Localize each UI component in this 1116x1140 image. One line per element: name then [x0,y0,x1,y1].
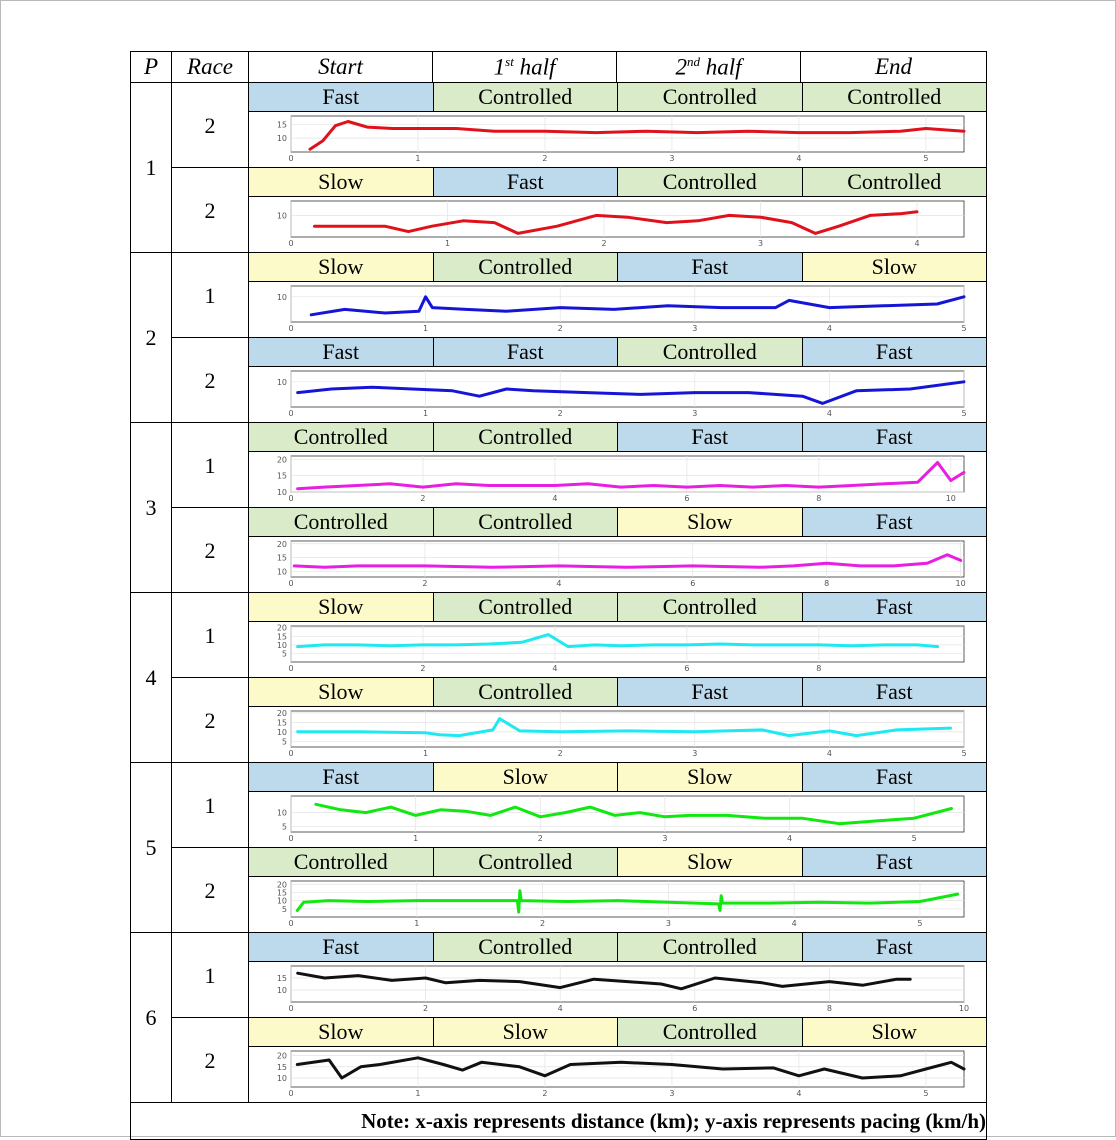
x-tick-label: 8 [816,664,822,673]
race-number: 1 [204,963,216,988]
phase-label: Fast [249,933,434,961]
phase-label: Slow [434,763,619,791]
y-tick-label: 20 [276,539,287,549]
race-number: 1 [204,623,216,648]
x-tick-label: 4 [786,834,793,843]
pacing-chart-svg [249,877,986,932]
x-tick-label: 1 [444,239,451,248]
header-second-half [617,52,801,83]
pacing-cell [249,678,987,763]
phase-label: Fast [803,933,987,961]
x-tick-label: 1 [414,919,420,928]
phase-label: Slow [249,678,434,706]
phase-label: Slow [434,1018,619,1046]
race-number: 1 [204,793,216,818]
header-race: Race [172,52,249,83]
race-cell [172,508,249,593]
pacing-cell [249,593,987,678]
phase-label: Slow [249,593,434,621]
phase-label: Fast [249,763,434,791]
pacing-cell [249,848,987,933]
x-tick-label: 10 [958,1004,970,1013]
x-tick-label: 4 [552,664,558,673]
second-half-sup: nd [686,53,700,69]
pacing-chart-svg [249,452,986,507]
phase-label: Slow [618,763,803,791]
participant-cell: 5 [131,763,172,933]
phase-label: Controlled [434,253,619,281]
table-row [131,593,987,678]
y-tick-label: 20 [276,1051,287,1061]
y-tick-label: 20 [276,455,287,465]
phase-label: Controlled [803,168,987,196]
x-tick-label: 5 [961,409,967,418]
table-row [131,168,987,253]
plot-frame [291,116,964,152]
y-tick-label: 20 [276,880,287,890]
first-half-word: half [513,54,556,80]
race-cell [172,338,249,423]
phase-label: Controlled [434,593,619,621]
y-tick-label: 10 [276,1074,287,1083]
x-tick-label: 3 [662,834,668,843]
pacing-cell [249,933,987,1018]
x-tick-label: 6 [684,494,690,503]
x-tick-label: 4 [826,324,832,333]
x-tick-label: 2 [540,919,546,928]
header-first-half [433,52,617,83]
race-number: 2 [204,198,216,223]
phase-labels [249,423,986,452]
phase-label: Slow [803,1018,987,1046]
phase-labels [249,338,986,367]
phase-label: Controlled [434,508,619,536]
x-tick-label: 4 [826,409,832,418]
x-tick-label: 6 [690,579,696,588]
y-tick-label: 15 [276,553,287,563]
pacing-cell [249,338,987,423]
x-tick-label: 1 [415,1089,421,1098]
table-row [131,763,987,848]
header-p: P [131,52,172,83]
phase-label: Fast [803,508,987,536]
x-tick-label: 5 [923,1089,929,1098]
table-row [131,678,987,763]
x-tick-label: 2 [557,409,563,418]
phase-label: Slow [249,1018,434,1046]
x-tick-label: 2 [420,664,426,673]
y-tick-label: 15 [276,974,287,983]
phase-labels [249,933,986,962]
x-tick-label: 4 [557,1004,563,1013]
pacing-chart-svg [249,1047,986,1102]
phase-label: Controlled [618,933,803,961]
phase-label: Slow [249,253,434,281]
phase-label: Controlled [434,83,619,111]
table-row [131,83,987,168]
table-row [131,848,987,933]
race-cell [172,168,249,253]
note-row [131,1103,987,1140]
pacing-chart-svg [249,537,986,592]
phase-labels [249,763,986,792]
header-row [131,52,987,83]
y-tick-label: 10 [276,134,287,144]
pacing-chart [249,282,986,337]
y-tick-label: 10 [276,640,287,650]
y-tick-label: 10 [276,211,287,221]
phase-label: Fast [803,593,987,621]
phase-label: Fast [803,848,987,876]
y-tick-label: 10 [276,727,287,737]
x-tick-label: 4 [556,579,562,588]
x-tick-label: 4 [914,239,920,248]
y-tick-label: 5 [281,737,287,747]
y-tick-label: 20 [276,708,287,718]
x-tick-label: 1 [423,409,429,418]
pacing-table [130,51,987,1140]
y-tick-label: 10 [276,567,287,577]
phase-labels [249,83,986,112]
x-tick-label: 4 [552,494,558,503]
phase-label: Fast [618,253,803,281]
participant-cell: 1 [131,83,172,253]
phase-label: Controlled [618,1018,803,1046]
phase-label: Controlled [803,83,987,111]
pacing-chart [249,452,986,507]
x-tick-label: 10 [945,494,956,503]
first-half-num: 1 [493,54,506,80]
pacing-chart [249,112,986,167]
pacing-chart-svg [249,707,986,762]
race-number: 2 [204,538,216,563]
x-tick-label: 5 [917,919,923,928]
table-body [131,83,987,1103]
table-row [131,423,987,508]
participant-cell: 6 [131,933,172,1103]
participant-cell: 4 [131,593,172,763]
x-tick-label: 0 [288,154,294,163]
x-tick-label: 3 [692,749,698,758]
pacing-cell [249,253,987,338]
y-tick-label: 10 [276,896,287,906]
header-end: End [801,52,987,83]
table-row [131,253,987,338]
y-tick-label: 15 [276,632,287,642]
pacing-chart-svg [249,622,986,677]
x-tick-label: 2 [557,749,563,758]
phase-label: Controlled [618,168,803,196]
pacing-chart [249,622,986,677]
pacing-chart-svg [249,367,986,422]
race-cell [172,678,249,763]
pacing-cell [249,423,987,508]
x-tick-label: 10 [955,579,966,588]
x-tick-label: 3 [692,324,698,333]
x-tick-label: 1 [423,324,429,333]
phase-label: Fast [803,338,987,366]
table-row [131,338,987,423]
race-number: 2 [204,708,216,733]
x-tick-label: 2 [601,239,607,248]
race-cell [172,1018,249,1103]
x-tick-label: 3 [669,1089,675,1098]
x-tick-label: 2 [557,324,563,333]
x-tick-label: 1 [413,834,419,843]
race-cell [172,933,249,1018]
pacing-chart [249,707,986,762]
x-tick-label: 0 [288,1089,294,1098]
participant-cell: 2 [131,253,172,423]
phase-label: Controlled [434,933,619,961]
race-cell [172,848,249,933]
pacing-chart [249,1047,986,1102]
x-tick-label: 6 [692,1004,698,1013]
pacing-chart [249,197,986,252]
x-tick-label: 0 [288,494,294,503]
x-tick-label: 3 [692,409,698,418]
phase-label: Controlled [249,423,434,451]
race-number: 1 [204,283,216,308]
y-tick-label: 10 [276,488,287,497]
phase-label: Fast [434,168,619,196]
y-tick-label: 5 [281,904,287,914]
phase-label: Fast [249,338,434,366]
plot-frame [291,286,964,322]
x-tick-label: 2 [422,579,428,588]
x-tick-label: 5 [961,749,967,758]
x-tick-label: 6 [684,664,690,673]
pacing-chart-svg [249,197,986,252]
phase-label: Controlled [434,423,619,451]
race-number: 2 [204,1048,216,1073]
y-tick-label: 5 [281,822,287,832]
y-tick-label: 5 [281,649,287,659]
plot-frame [291,881,964,917]
phase-label: Slow [249,168,434,196]
pacing-chart [249,877,986,932]
table-row [131,1018,987,1103]
race-cell [172,83,249,168]
race-number: 1 [204,453,216,478]
pacing-chart [249,367,986,422]
phase-label: Fast [803,763,987,791]
phase-label: Fast [618,678,803,706]
x-tick-label: 0 [288,749,294,758]
y-tick-label: 15 [276,1062,287,1072]
table-row [131,508,987,593]
race-cell [172,593,249,678]
phase-label: Controlled [618,593,803,621]
x-tick-label: 3 [757,239,764,248]
pacing-cell [249,168,987,253]
race-cell [172,423,249,508]
y-tick-label: 15 [276,888,287,898]
pacing-cell [249,508,987,593]
x-tick-label: 2 [542,154,548,163]
note-text: Note: x-axis represents distance (km); y-axis represents pacing (km/h) [131,1103,987,1140]
x-tick-label: 5 [923,154,929,163]
y-tick-label: 10 [276,808,287,818]
phase-label: Fast [803,423,987,451]
x-tick-label: 0 [288,919,294,928]
phase-label: Controlled [434,678,619,706]
header-start: Start [249,52,433,83]
y-tick-label: 10 [276,986,287,995]
x-tick-label: 8 [824,579,830,588]
y-tick-label: 10 [276,377,287,387]
phase-label: Slow [618,848,803,876]
x-tick-label: 4 [796,154,802,163]
x-tick-label: 2 [537,834,543,843]
y-tick-label: 20 [276,623,287,633]
x-tick-label: 4 [791,919,797,928]
pacing-chart [249,537,986,592]
x-tick-label: 1 [423,749,429,758]
x-tick-label: 0 [288,1004,294,1013]
y-tick-label: 15 [276,120,287,130]
first-half-sup: st [505,53,514,69]
x-tick-label: 8 [816,494,822,503]
x-tick-label: 1 [415,154,421,163]
pacing-chart [249,962,986,1017]
x-tick-label: 2 [423,1004,429,1013]
x-tick-label: 5 [911,834,917,843]
pacing-chart-svg [249,112,986,167]
x-tick-label: 8 [826,1004,832,1013]
x-tick-label: 0 [288,239,294,248]
phase-label: Controlled [434,848,619,876]
pacing-cell [249,763,987,848]
x-tick-label: 2 [542,1089,548,1098]
phase-labels [249,168,986,197]
phase-label: Fast [249,83,434,111]
x-tick-label: 0 [288,834,294,843]
x-tick-label: 4 [796,1089,802,1098]
pacing-cell [249,1018,987,1103]
x-tick-label: 0 [288,324,294,333]
phase-labels [249,508,986,537]
phase-label: Fast [803,678,987,706]
race-number: 2 [204,368,216,393]
y-tick-label: 10 [276,292,287,302]
phase-labels [249,1018,986,1047]
x-tick-label: 0 [288,579,294,588]
second-half-num: 2 [675,54,687,80]
y-tick-label: 15 [276,471,287,481]
x-tick-label: 3 [665,919,671,928]
x-tick-label: 0 [288,409,294,418]
plot-frame [291,1051,964,1087]
phase-label: Controlled [249,508,434,536]
x-tick-label: 4 [826,749,832,758]
phase-labels [249,253,986,282]
race-number: 2 [204,113,216,138]
participant-cell: 3 [131,423,172,593]
phase-labels [249,848,986,877]
race-cell [172,253,249,338]
pacing-chart-svg [249,792,986,847]
second-half-word: half [699,54,742,80]
phase-label: Fast [618,423,803,451]
race-cell [172,763,249,848]
pacing-chart-svg [249,282,986,337]
phase-label: Fast [434,338,619,366]
phase-label: Controlled [618,338,803,366]
phase-label: Slow [803,253,987,281]
phase-label: Slow [618,508,803,536]
phase-labels [249,593,986,622]
x-tick-label: 3 [669,154,675,163]
pacing-chart [249,792,986,847]
race-number: 2 [204,878,216,903]
table-row [131,933,987,1018]
phase-label: Controlled [249,848,434,876]
x-tick-label: 5 [961,324,967,333]
pacing-cell [249,83,987,168]
y-tick-label: 15 [276,718,287,728]
phase-labels [249,678,986,707]
pacing-chart-svg [249,962,986,1017]
x-tick-label: 2 [420,494,426,503]
phase-label: Controlled [618,83,803,111]
x-tick-label: 0 [288,664,294,673]
